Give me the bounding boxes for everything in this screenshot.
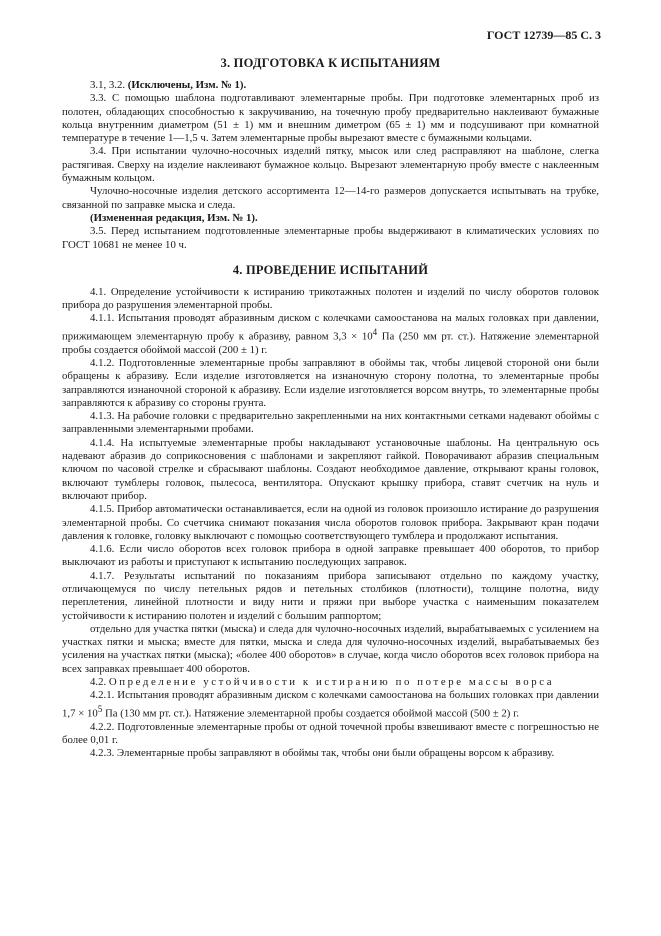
paragraph-4-1-4: 4.1.4. На испытуемые элементарные пробы накладывают установочные шаблоны. На центральную ось надевают абразив до соприкосновения с шаблонами и закрепляют гайкой. Поворачивают абразив специальным ключом по часовой стрелке и сбрасывают шаблоны. Создают необходимое давление, открывают краны головок, включают тумблеры головок, пылесоса, вентилятора. Опускают крышку прибора, ставят счетчик на нуль и включают прибор. — [62, 436, 599, 502]
paragraph-3-3: 3.3. С помощью шаблона подготавливают элементарные пробы. При подготовке элементарных проб из полотен, обладающих способностью к закручиванию, на точечную пробу предварительно наклеивают бумажные кольца внутренним диаметром (51 ± 1) мм и внешним диметром (65 ± 1) мм и подсушивают при комнатной температуре в течение 1—1,5 ч. Затем элементарные пробы вырезают вместе с бумажными кольцами. — [62, 92, 599, 145]
paragraph-4-1-1-text-end: Па (250 мм рт. ст.). Натяжение элементарной пробы создается обоймой массой (200 ± 1) г. — [62, 330, 600, 356]
page-header: ГОСТ 12739—85 С. 3 — [486, 28, 601, 42]
paragraph-4-1-7-continued: отдельно для участка пятки (мыска) и следа для чулочно-носочных изделий, вырабатываемых с усилением на участках пятки и мыска; вместе для пятки, мыска и следа для чулочно-носочных изделий, вырабатываемых без усиления на участках пятки (мыска); «более 400 оборотов» в случае, когда число оборотов всех головок прибора на всех заправках превышает 400 оборотов. — [62, 622, 599, 675]
document-page — [62, 28, 599, 760]
section-4-title: 4. ПРОВЕДЕНИЕ ИСПЫТАНИЙ — [232, 262, 429, 277]
paragraph-4-1: 4.1. Определение устойчивости к истиранию трикотажных полотен и изделий по числу оборотов головок прибора до разрушения элементарной пробы. — [62, 285, 599, 312]
paragraph-3-5: 3.5. Перед испытанием подготовленные элементарные пробы выдерживают в климатических условиях по ГОСТ 10681 не менее 10 ч. — [62, 225, 599, 251]
paragraph-4-2-1-exponent: 5 — [97, 703, 103, 714]
edit-note-3-4: (Измененная редакция, Изм. № 1). — [90, 211, 258, 224]
paragraph-4-2-heading: Определение устойчивости к истиранию по потере массы ворса — [108, 676, 555, 689]
paragraph-3-1-note: (Исключены, Изм. № 1). — [127, 79, 247, 91]
paragraph-4-2-1 — [62, 689, 599, 720]
paragraph-4-1-3: 4.1.3. На рабочие головки с предварительно закрепленными на них контактными сетками надевают обоймы с заправленными элементарными пробами. — [62, 410, 599, 436]
paragraph-3-1 — [62, 79, 599, 92]
paragraph-4-1-2: 4.1.2. Подготовленные элементарные пробы заправляют в обоймы так, чтобы лицевой стороной они были обращены к абразиву. Если изделие изготовляется на изнаночную сторону полотна, то элементарные пробы заправляются изнаночной стороной к абразиву. Если изделие изготовляется ворсом внутрь, то элементарные пробы заправляются к абразиву со стороны грунта. — [62, 356, 599, 409]
paragraph-4-1-5: 4.1.5. Прибор автоматически останавливается, если на одной из головок произошло истирание до разрушения элементарной пробы. Со счетчика снимают показания числа оборотов головок прибора. Закрывают кран подачи давления к головке, головку выключают с помощью соответствующего тумблера и продолжают испытания. — [62, 503, 599, 542]
paragraph-4-2-3: 4.2.3. Элементарные пробы заправляют в обоймы так, чтобы они были обращены ворсом к абразиву. — [90, 747, 555, 760]
paragraph-4-1-1-exponent: 4 — [372, 326, 378, 337]
paragraph-4-1-1-text: 4.1.1. Испытания проводят абразивным диском с колечками самоостанова на малых головках при давлении, прижимающем элементарную пробу к абразиву, равном 3,3 × 10 — [62, 312, 599, 343]
paragraph-4-1-7: 4.1.7. Результаты испытаний по показаниям прибора записывают отдельно по каждому участку, отличающемуся по числу петельных рядов и петельных столбиков (плотности), толщине полотна, виду переплетения, линейной плотности и виду нити и пряжи при выборе участка с наименьшим показателем устойчивости к истиранию полотен и изделий с большим раппортом; — [62, 569, 599, 622]
paragraph-4-2-1-text-end: Па (130 мм рт. ст.). Натяжение элементарной пробы создается обоймой массой (500 ± 2) г. — [102, 707, 519, 720]
section-3-title: 3. ПОДГОТОВКА К ИСПЫТАНИЯМ — [220, 56, 441, 70]
paragraph-3-4: 3.4. При испытании чулочно-носочных изделий пятку, мысок или след расправляют на шаблоне, слегка растягивая. Сверху на изделие наклеивают бумажное кольцо. Вырезают элементарную пробу вместе с наклеенным бумажным кольцом. — [62, 145, 599, 185]
paragraph-3-1-number: 3.1, 3.2. — [90, 79, 126, 91]
paragraph-4-1-6: 4.1.6. Если число оборотов всех головок прибора в одной заправке превышает 400 оборотов, то прибор выключают из работы и приступают к испытанию последующих заправок. — [62, 543, 599, 569]
paragraph-3-4-continued: Чулочно-носочные изделия детского ассортимента 12—14-го размеров допускается испытывать на трубке, связанной по заправке мыска и следа. — [62, 185, 599, 211]
paragraph-4-1-1 — [62, 312, 599, 356]
paragraph-4-2 — [62, 676, 599, 689]
paragraph-4-2-1-text: 4.2.1. Испытания проводят абразивным диском с колечками самоостанова на больших головках при давлении 1,7 × 10 — [62, 689, 599, 720]
paragraph-4-2-number: 4.2. — [90, 676, 107, 689]
paragraph-4-2-2: 4.2.2. Подготовленные элементарные пробы от одной точечной пробы взвешивают вместе с погрешностью не более 0,01 г. — [62, 720, 599, 746]
